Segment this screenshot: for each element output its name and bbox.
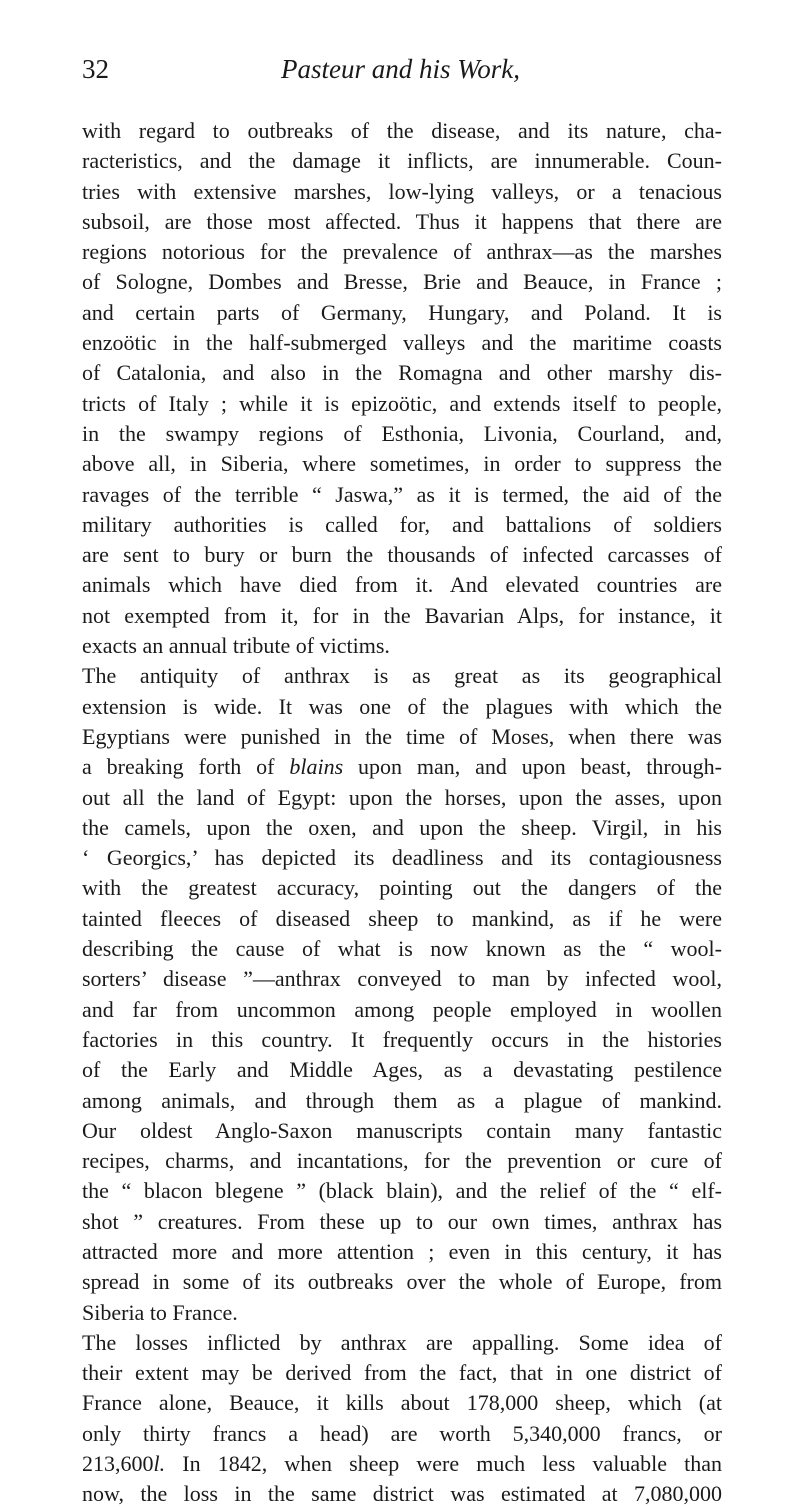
body-text [82, 116, 722, 1510]
text-line: tainted fleeces of diseased sheep to mankind, as if he were [82, 905, 722, 931]
text-line: out all the land of Egypt: upon the horses, upon the asses, upon [82, 784, 722, 810]
page-header [82, 54, 719, 94]
running-title: Pasteur and his Work, [280, 54, 520, 84]
text-line: in the swampy regions of Esthonia, Livonia, Courland, and, [82, 420, 722, 446]
text-line: and far from uncommon among people employed in woollen [82, 996, 722, 1022]
text-line: are sent to bury or burn the thousands of infected carcasses of [82, 542, 722, 568]
text-line: enzoötic in the half-submerged valleys and the maritime coasts [82, 330, 722, 356]
text-line: of Sologne, Dombes and Bresse, Brie and Beauce, in France ; [82, 269, 722, 295]
text-line: now, the loss in the same district was estimated at 7,080,000 [82, 1481, 722, 1507]
text-line: 213,600l. In 1842, when sheep were much less valuable than [82, 1451, 722, 1477]
text-line: shot ” creatures. From these up to our own times, anthrax has [82, 1208, 722, 1234]
text-line: racteristics, and the damage it inflicts, are innumerable. Coun- [82, 148, 722, 174]
text-line: and certain parts of Germany, Hungary, and Poland. It is [82, 299, 722, 325]
text-line: The losses inflicted by anthrax are appalling. Some idea of [82, 1329, 722, 1355]
text-line: recipes, charms, and incantations, for the prevention or cure of [82, 1148, 722, 1174]
text-line: attracted more and more attention ; even in this century, it has [82, 1238, 722, 1264]
text-line: The antiquity of anthrax is as great as its geographical [82, 663, 722, 689]
text-line: animals which have died from it. And elevated countries are [82, 572, 722, 598]
text-line: with the greatest accuracy, pointing out the dangers of the [82, 875, 722, 901]
text-line: a breaking forth of blains upon man, and upon beast, through- [82, 754, 723, 780]
text-line: subsoil, are those most affected. Thus it happens that there are [82, 208, 722, 234]
text-line: military authorities is called for, and battalions of soldiers [82, 511, 722, 537]
text-line: describing the cause of what is now known as the “ wool- [82, 936, 722, 962]
text-line: ‘ Georgics,’ has depicted its deadliness and its contagiousness [82, 845, 722, 871]
text-line: not exempted from it, for in the Bavarian Alps, for instance, it [82, 602, 722, 628]
page-number: 32 [82, 54, 109, 84]
text-line: ravages of the terrible “ Jaswa,” as it is termed, the aid of the [82, 481, 722, 507]
text-line: Egyptians were punished in the time of Moses, when there was [82, 723, 722, 749]
text-line: factories in this country. It frequently occurs in the histories [82, 1026, 722, 1052]
text-line: spread in some of its outbreaks over the whole of Europe, from [82, 1269, 722, 1295]
text-line: of the Early and Middle Ages, as a devastating pestilence [82, 1057, 722, 1083]
text-line: tricts of Italy ; while it is epizoötic, and extends itself to people, [82, 390, 722, 416]
text-line: Our oldest Anglo-Saxon manuscripts contain many fantastic [82, 1117, 722, 1143]
text-line: extension is wide. It was one of the plagues with which the [82, 693, 722, 719]
italic-term: blains [289, 754, 344, 780]
text-line: of Catalonia, and also in the Romagna and other marshy dis- [82, 360, 722, 386]
text-line: sorters’ disease ”—anthrax conveyed to man by infected wool, [82, 966, 722, 992]
text-line: among animals, and through them as a plague of mankind. [82, 1087, 722, 1113]
text-line: their extent may be derived from the fact, that in one district of [82, 1360, 722, 1386]
text-line: only thirty francs a head) are worth 5,340,000 francs, or [82, 1420, 722, 1446]
italic-term: l. [153, 1451, 166, 1477]
text-line: the camels, upon the oxen, and upon the sheep. Virgil, in his [82, 814, 722, 840]
text-line: with regard to outbreaks of the disease, and its nature, cha- [82, 118, 722, 143]
text-line: exacts an annual tribute of victims. [82, 633, 390, 659]
text-line: Siberia to France. [82, 1299, 238, 1325]
text-line: regions notorious for the prevalence of anthrax—as the marshes [82, 239, 722, 265]
text-line: tries with extensive marshes, low-lying valleys, or a tenacious [82, 178, 722, 204]
text-line: above all, in Siberia, where sometimes, in order to suppress the [82, 451, 722, 477]
text-line: the “ blacon blegene ” (black blain), and the relief of the “ elf- [82, 1178, 722, 1204]
text-line: France alone, Beauce, it kills about 178,000 sheep, which (at [82, 1390, 722, 1416]
